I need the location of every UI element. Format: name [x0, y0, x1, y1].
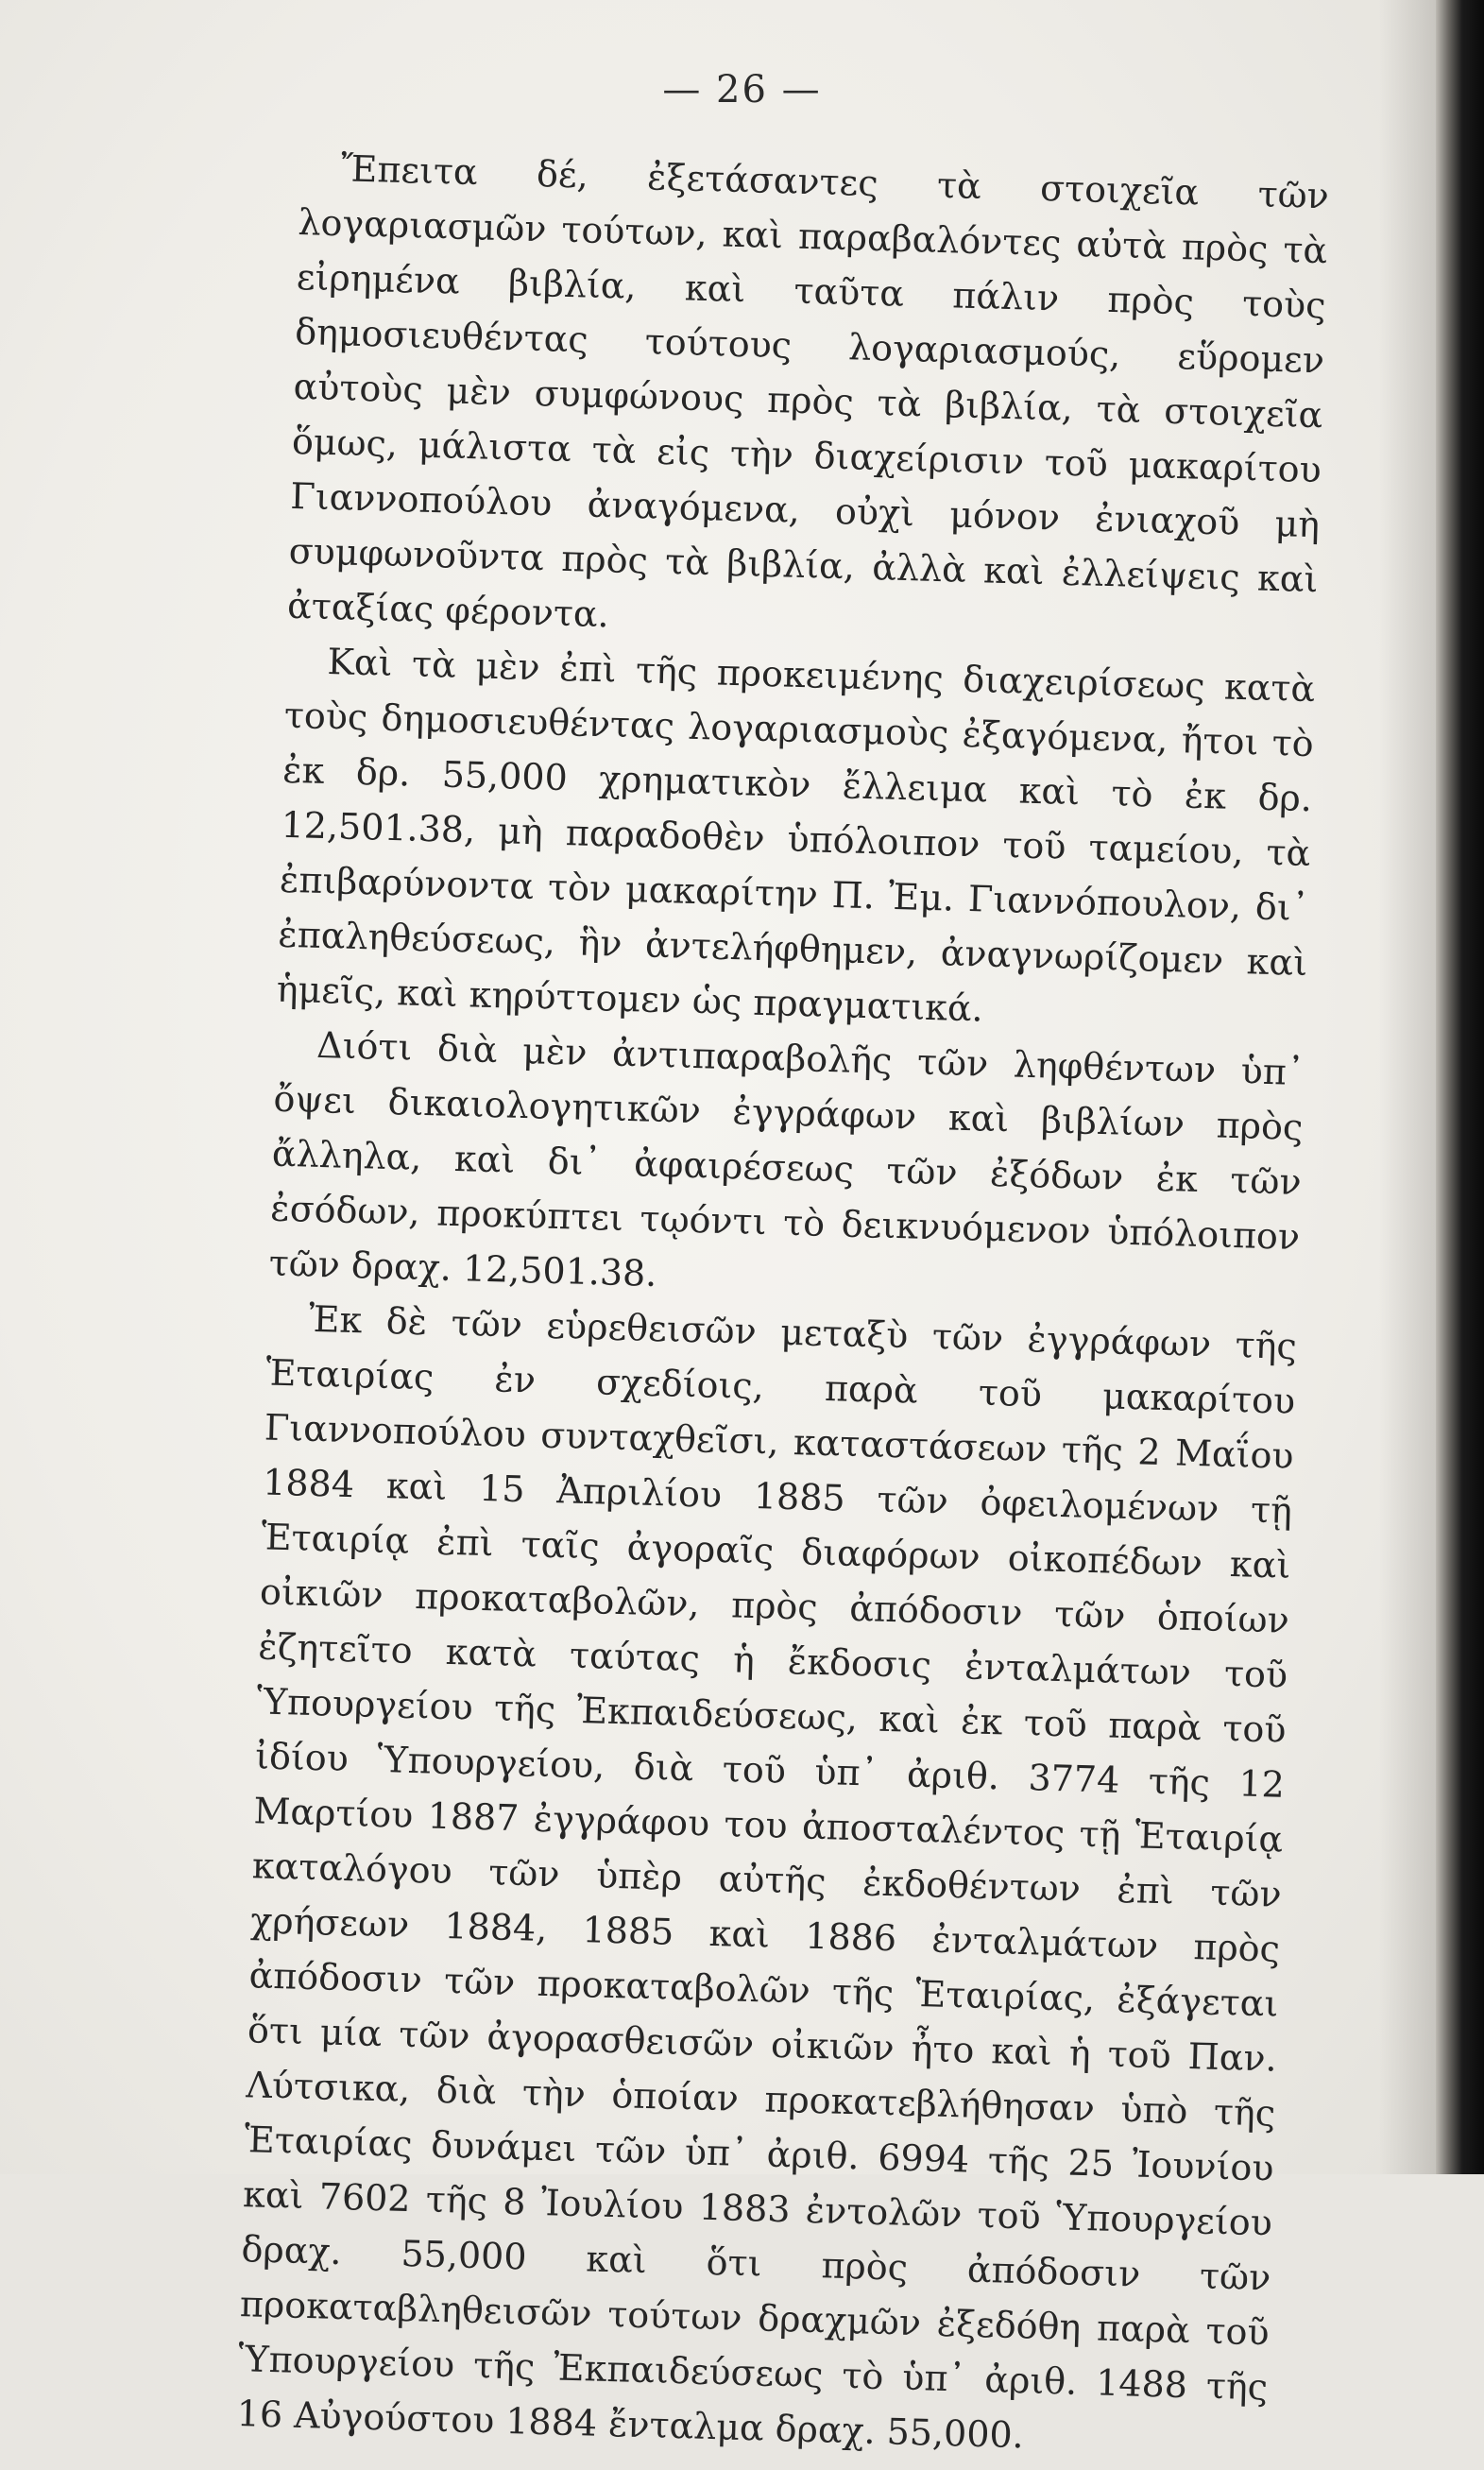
- book-spine: [1436, 0, 1484, 2174]
- paragraph-3: Διότι διὰ μὲν ἀντιπαραβολῆς τῶν ληφθέντων ὑπ᾽ ὄψει δικαιολογητικῶν ἐγγράφων καὶ βιβλίων πρὸς ἄλληλα, καὶ δι᾽ ἀφαιρέσεως τῶν ἐξόδων ἐκ τῶν ἐσόδων, προκύπτει τῳόντι τὸ δεικνυόμενον ὑπόλοιπον τῶν δραχ. 12,501.38.: [268, 1023, 1305, 1295]
- gutter-shadow: [1379, 0, 1436, 2174]
- paragraph-2: Καὶ τὰ μὲν ἐπὶ τῆς προκειμένης διαχειρίσεως κατὰ τοὺς δημοσιευθέντας λογαριασμοὺς ἐξαγόμενα, ἤτοι τὸ ἐκ δρ. 55,000 χρηματικὸν ἔλλειμα καὶ τὸ ἐκ δρ. 12,501.38, μὴ παραδοθὲν ὑπόλοιπον τοῦ ταμείου, τὰ ἐπιβαρύνοντα τὸν μακαρίτην Π. Ἐμ. Γιαννόπουλον, δι᾽ ἐπαληθεύσεως, ἣν ἀντελήφθημεν, ἀναγνωρίζομεν καὶ ἡμεῖς, καὶ κηρύττομεν ὡς πραγματικά.: [276, 641, 1316, 1030]
- paragraph-1: Ἔπειτα δέ, ἐξετάσαντες τὰ στοιχεῖα τῶν λογαριασμῶν τούτων, καὶ παραβαλόντες αὐτὰ πρὸς τὰ εἰρημένα βιβλία, καὶ ταῦτα πάλιν πρὸς τοὺς δημοσιευθέντας τούτους λογαριασμούς, εὕρομεν αὐτοὺς μὲν συμφώνους πρὸς τὰ βιβλία, τὰ στοιχεῖα ὅμως, μάλιστα τὰ εἰς τὴν διαχείρισιν τοῦ μακαρίτου Γιαννοπούλου ἀναγόμενα, οὐχὶ μόνον ἐνιαχοῦ μὴ συμφωνοῦντα πρὸς τὰ βιβλία, ἀλλὰ καὶ ἐλλείψεις καὶ ἀταξίας φέροντα.: [286, 147, 1330, 636]
- page-number: — 26 —: [662, 68, 822, 111]
- paragraph-4: Ἐκ δὲ τῶν εὑρεθεισῶν μεταξὺ τῶν ἐγγράφων τῆς Ἑταιρίας ἐν σχεδίοις, παρὰ τοῦ μακαρίτου Γιαννοπούλου συνταχθεῖσι, καταστάσεων τῆς 2 Μαΐου 1884 καὶ 15 Ἀπριλίου 1885 τῶν ὀφειλομένων τῇ Ἑταιρίᾳ ἐπὶ ταῖς ἀγοραῖς διαφόρων οἰκοπέδων καὶ οἰκιῶν προκαταβολῶν, πρὸς ἀπόδοσιν τῶν ὁποίων ἐζητεῖτο κατὰ ταύτας ἡ ἔκδοσις ἐνταλμάτων τοῦ Ὑπουργείου τῆς Ἐκπαιδεύσεως, καὶ ἐκ τοῦ παρὰ τοῦ ἰδίου Ὑπουργείου, διὰ τοῦ ὑπ᾽ ἀριθ. 3774 τῆς 12 Μαρτίου 1887 ἐγγράφου του ἀποσταλέντος τῇ Ἑταιρίᾳ καταλόγου τῶν ὑπὲρ αὐτῆς ἐκδοθέντων ἐπὶ τῶν χρήσεων 1884, 1885 καὶ 1886 ἐνταλμάτων πρὸς ἀπόδοσιν τῶν προκαταβολῶν τῆς Ἑταιρίας, ἐξάγεται ὅτι μία τῶν ἀγορασθεισῶν οἰκιῶν ἦτο καὶ ἡ τοῦ Παν. Λύτσικα, διὰ τὴν ὁποίαν προκατεβλήθησαν ὑπὸ τῆς Ἑταιρίας δυνάμει τῶν ὑπ᾽ ἀριθ. 6994 τῆς 25 Ἰουνίου καὶ 7602 τῆς 8 Ἰουλίου 1883 ἐντολῶν τοῦ Ὑπουργείου δραχ. 55,000 καὶ ὅτι πρὸς ἀπόδοσιν τῶν προκαταβληθεισῶν τούτων δραχμῶν ἐξεδόθη παρὰ τοῦ Ὑπουργείου τῆς Ἐκπαιδεύσεως τὸ ὑπ᾽ ἀριθ. 1488 τῆς 16 Αὐγούστου 1884 ἔνταλμα δραχ. 55,000.: [236, 1297, 1298, 2457]
- body-text: [236, 140, 1330, 2469]
